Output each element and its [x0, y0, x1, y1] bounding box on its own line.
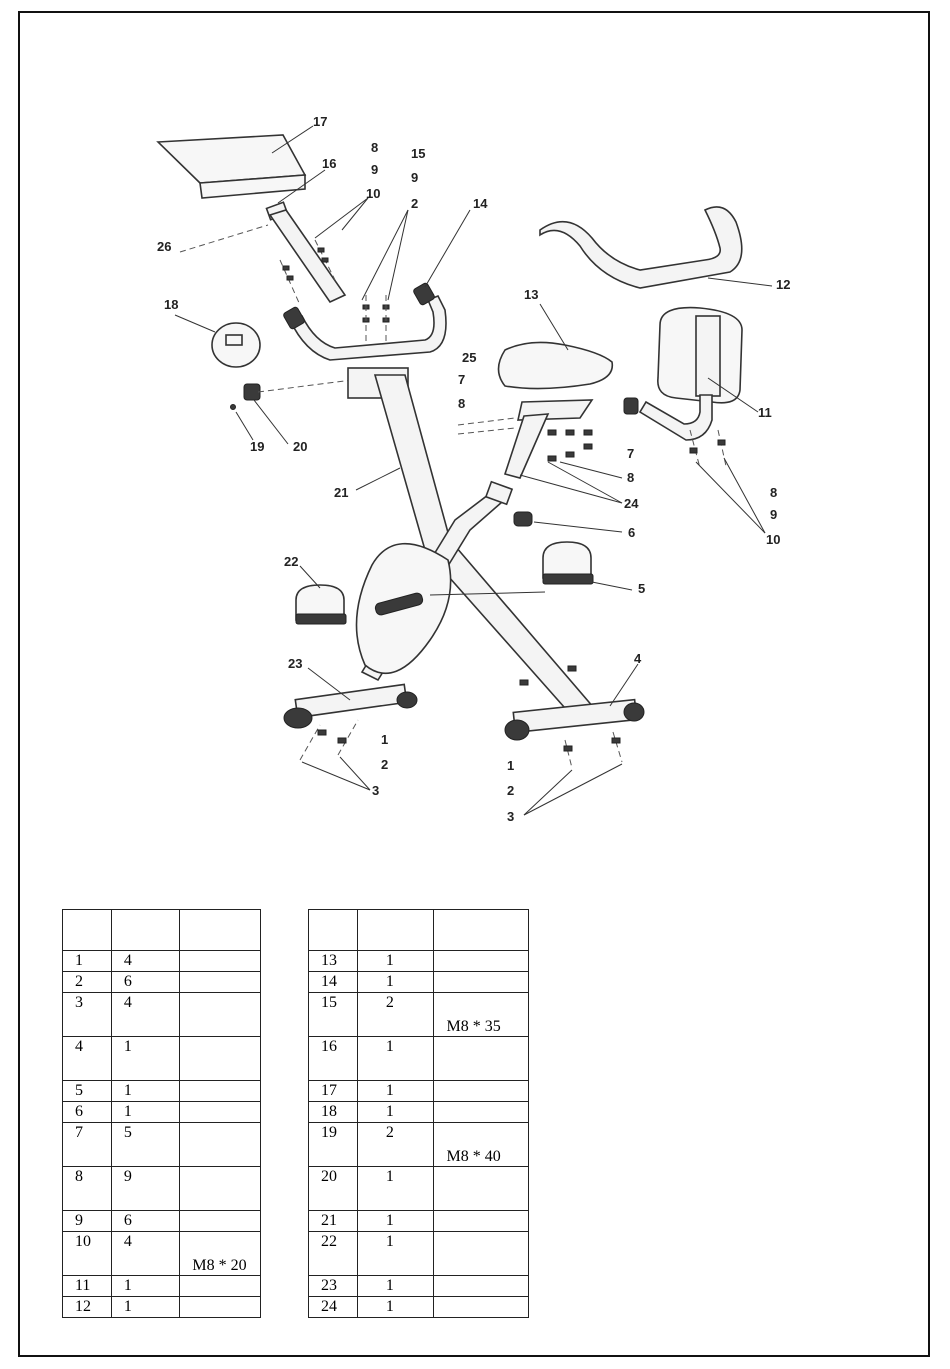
part-number-cell: 22 — [309, 1232, 358, 1276]
callout-2: 2 — [381, 757, 389, 772]
part-number-cell: 24 — [309, 1297, 358, 1318]
table-row — [309, 1167, 529, 1211]
table-row — [63, 1037, 261, 1081]
quantity-cell: 1 — [111, 1081, 180, 1102]
quantity-cell: 1 — [111, 1037, 180, 1081]
spec-cell — [180, 1297, 261, 1318]
knob-assembly — [231, 380, 353, 410]
spec-cell — [434, 951, 529, 972]
spec-cell — [180, 1037, 261, 1081]
callout-7: 7 — [458, 372, 466, 387]
header-cell — [434, 910, 529, 951]
header-cell — [63, 910, 112, 951]
quantity-cell: 1 — [357, 1167, 434, 1211]
quantity-cell: 1 — [357, 1276, 434, 1297]
table-row — [63, 972, 261, 993]
callout-13: 13 — [524, 287, 539, 302]
seat — [499, 342, 613, 388]
table-row — [309, 1123, 529, 1167]
spec-cell — [180, 972, 261, 993]
spec-cell — [434, 1297, 529, 1318]
callout-3: 3 — [372, 783, 380, 798]
part-number-cell: 4 — [63, 1037, 112, 1081]
quantity-cell: 1 — [111, 1102, 180, 1123]
quantity-cell: 1 — [357, 1297, 434, 1318]
table-row — [63, 1297, 261, 1318]
spec-cell — [434, 1211, 529, 1232]
spec-cell — [180, 1081, 261, 1102]
callout-4: 4 — [634, 651, 642, 666]
pedal-left — [296, 585, 346, 624]
backrest — [624, 308, 742, 468]
callout-10: 10 — [766, 532, 781, 547]
table-row — [63, 951, 261, 972]
callout-9: 9 — [411, 170, 419, 185]
spec-cell — [434, 1037, 529, 1081]
quantity-cell: 2 — [357, 1123, 434, 1167]
table-row — [63, 1232, 261, 1276]
callout-8: 8 — [458, 396, 466, 411]
part-number-cell: 6 — [63, 1102, 112, 1123]
table-row — [309, 1211, 529, 1232]
quantity-cell: 4 — [111, 993, 180, 1037]
callout-7: 7 — [627, 446, 635, 461]
table-row — [309, 1102, 529, 1123]
table-row — [309, 972, 529, 993]
part-number-cell: 13 — [309, 951, 358, 972]
part-number-cell: 23 — [309, 1276, 358, 1297]
rear-stabilizer — [284, 684, 417, 760]
spec-cell — [180, 1167, 261, 1211]
part-number-cell: 9 — [63, 1211, 112, 1232]
part-number-cell: 3 — [63, 993, 112, 1037]
callout-16: 16 — [322, 156, 337, 171]
callout-12: 12 — [776, 277, 791, 292]
callout-18: 18 — [164, 297, 179, 312]
callout-1: 1 — [381, 732, 389, 747]
callout-5: 5 — [638, 581, 646, 596]
part-number-cell: 10 — [63, 1232, 112, 1276]
part-number-cell: 15 — [309, 993, 358, 1037]
table-row — [309, 1297, 529, 1318]
table-row — [309, 951, 529, 972]
callout-3: 3 — [507, 809, 515, 824]
part-number-cell: 17 — [309, 1081, 358, 1102]
callout-26: 26 — [157, 239, 172, 254]
part-number-cell: 18 — [309, 1102, 358, 1123]
callout-21: 21 — [334, 485, 349, 500]
table-row — [309, 1081, 529, 1102]
spec-cell — [434, 1232, 529, 1276]
callout-1: 1 — [507, 758, 515, 773]
quantity-cell: 1 — [357, 1211, 434, 1232]
part-number-cell: 2 — [63, 972, 112, 993]
quantity-cell: 1 — [111, 1297, 180, 1318]
quantity-cell: 1 — [357, 972, 434, 993]
table-row — [63, 1276, 261, 1297]
leader-lines — [175, 126, 772, 815]
table-row — [63, 1211, 261, 1232]
quantity-cell: 1 — [357, 1081, 434, 1102]
table-row — [309, 1037, 529, 1081]
callout-15: 15 — [411, 146, 426, 161]
part-number-cell: 21 — [309, 1211, 358, 1232]
pedal-right — [543, 542, 593, 584]
part-number-cell: 11 — [63, 1276, 112, 1297]
quantity-cell: 6 — [111, 972, 180, 993]
callout-11: 11 — [758, 405, 772, 420]
callout-labels — [157, 114, 790, 824]
spec-cell — [180, 1276, 261, 1297]
callout-22: 22 — [284, 554, 299, 569]
quantity-cell: 1 — [111, 1276, 180, 1297]
header-cell — [180, 910, 261, 951]
quantity-cell: 1 — [357, 1232, 434, 1276]
header-cell — [357, 910, 434, 951]
quantity-cell: 5 — [111, 1123, 180, 1167]
part-number-cell: 19 — [309, 1123, 358, 1167]
quantity-cell: 1 — [357, 1102, 434, 1123]
callout-10: 10 — [366, 186, 381, 201]
table-row — [309, 1276, 529, 1297]
spec-cell — [434, 1276, 529, 1297]
console-tablet-holder — [158, 135, 305, 198]
spec-cell — [180, 1211, 261, 1232]
callout-17: 17 — [313, 114, 328, 129]
callout-14: 14 — [473, 196, 488, 211]
spec-cell — [434, 1167, 529, 1211]
part-number-cell: 8 — [63, 1167, 112, 1211]
header-cell — [309, 910, 358, 951]
spec-cell — [180, 951, 261, 972]
part-number-cell: 7 — [63, 1123, 112, 1167]
parts-table-left — [62, 909, 261, 1318]
spec-cell: M8 * 35 — [434, 993, 529, 1037]
table-header-row — [63, 910, 261, 951]
spec-cell — [180, 1123, 261, 1167]
quantity-cell: 4 — [111, 1232, 180, 1276]
spec-cell — [434, 1081, 529, 1102]
rear-handlebar — [540, 207, 742, 288]
part-number-cell: 14 — [309, 972, 358, 993]
parts-table-right — [308, 909, 529, 1318]
part-number-cell: 1 — [63, 951, 112, 972]
header-cell — [111, 910, 180, 951]
quantity-cell: 2 — [357, 993, 434, 1037]
spec-cell — [434, 1102, 529, 1123]
spec-cell — [434, 972, 529, 993]
part-number-cell: 20 — [309, 1167, 358, 1211]
callout-25: 25 — [462, 350, 477, 365]
part-number-cell: 5 — [63, 1081, 112, 1102]
spec-cell: M8 * 40 — [434, 1123, 529, 1167]
callout-8: 8 — [371, 140, 379, 155]
callout-6: 6 — [628, 525, 636, 540]
table-row — [63, 1123, 261, 1167]
quantity-cell: 9 — [111, 1167, 180, 1211]
callout-8: 8 — [627, 470, 635, 485]
quantity-cell: 1 — [357, 1037, 434, 1081]
callout-9: 9 — [770, 507, 778, 522]
table-row — [63, 1081, 261, 1102]
table-header-row — [309, 910, 529, 951]
callout-20: 20 — [293, 439, 308, 454]
callout-19: 19 — [250, 439, 265, 454]
part-number-cell: 16 — [309, 1037, 358, 1081]
table-row — [309, 993, 529, 1037]
part-number-cell: 12 — [63, 1297, 112, 1318]
spec-cell — [180, 1102, 261, 1123]
quantity-cell: 1 — [357, 951, 434, 972]
callout-23: 23 — [288, 656, 303, 671]
callout-9: 9 — [371, 162, 379, 177]
table-row — [309, 1232, 529, 1276]
computer-display — [212, 323, 260, 367]
table-row — [63, 1167, 261, 1211]
quantity-cell: 4 — [111, 951, 180, 972]
callout-8: 8 — [770, 485, 778, 500]
table-row — [63, 993, 261, 1037]
front-stabilizer — [505, 666, 644, 768]
callout-24: 24 — [624, 496, 639, 511]
callout-2: 2 — [411, 196, 419, 211]
callout-2: 2 — [507, 783, 515, 798]
spec-cell: M8 * 20 — [180, 1232, 261, 1276]
spec-cell — [180, 993, 261, 1037]
quantity-cell: 6 — [111, 1211, 180, 1232]
table-row — [63, 1102, 261, 1123]
